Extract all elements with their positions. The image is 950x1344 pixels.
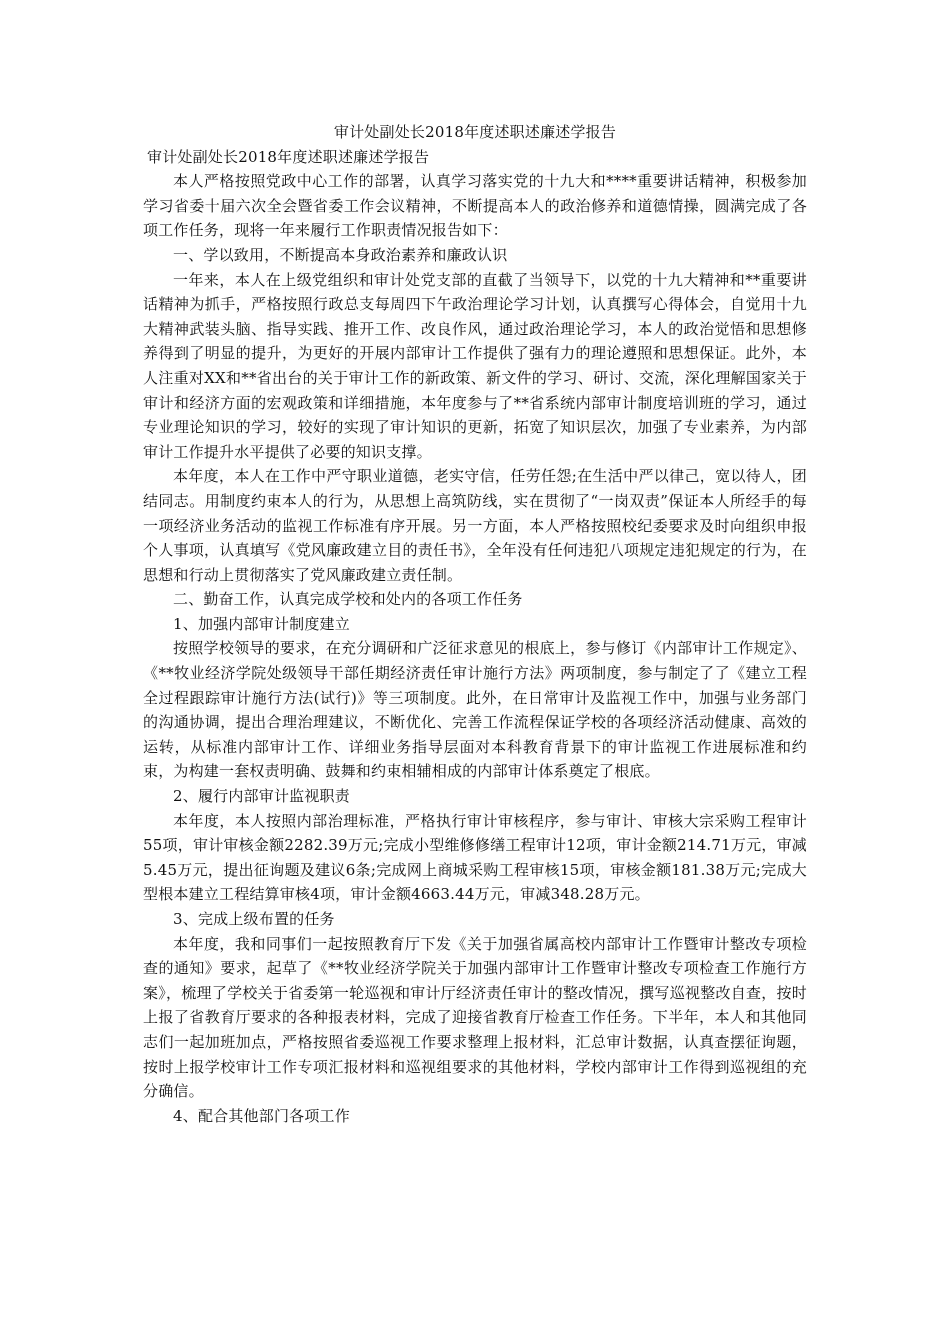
document-body xyxy=(143,120,807,1128)
subsection-heading-3: 3、完成上级布置的任务 xyxy=(173,910,335,928)
section-heading-1: 一、学以致用，不断提高本身政治素养和廉政认识 xyxy=(173,245,508,264)
document-title: 审计处副处长2018年度述职述廉述学报告 xyxy=(333,123,617,141)
paragraph-superior-tasks: 本年度，我和同事们一起按照教育厅下发《关于加强省属高校内部审计工作暨审计整改专项检查的通知》要求，起草了《**牧业经济学院关于加强内部审计工作暨审计整改专项检查工作施行方案》，梳理了学校关于省委第一轮巡视和审计厅经济责任审计的整改情况，撰写巡视整改自查，按时上报了省教育厅要求的各种报表材料，完成了迎接省教育厅检查工作任务。下半年，本人和其他同志们一起加班加点，严格按照省委巡视工作要求整理上报材料，汇总审计数据，认真查摆征询题，按时上报学校审计工作专项汇报材料和巡视组要求的其他材料，学校内部审计工作得到巡视组的充分确信。 xyxy=(143,934,807,1101)
subsection-heading-1: 1、加强内部审计制度建立 xyxy=(173,614,350,633)
subsection-heading-4: 4、配合其他部门各项工作 xyxy=(173,1106,350,1125)
paragraph-audit-figures: 本年度，本人按照内部治理标准，严格执行审计审核程序，参与审计、审核大宗采购工程审计55项，审计审核金额2282.39万元;完成小型维修修缮工程审计12项，审计金额214.71万元，审减5.45万元，提出征询题及建议6条;完成网上商城采购工程审核15项，审核金额181.38万元;完成大型根本建立工程结算审核4项，审计金额4663.44万元，审减348.28万元。 xyxy=(143,811,807,904)
paragraph-system-building: 按照学校领导的要求，在充分调研和广泛征求意见的根底上，参与修订《内部审计工作规定》、《**牧业经济学院处级领导干部任期经济责任审计施行方法》两项制度，参与制定了了《建立工程全过程跟踪审计施行方法(试行)》等三项制度。此外，在日常审计及监视工作中，加强与业务部门的沟通协调，提出合理治理建议，不断优化、完善工作流程保证学校的各项经济活动健康、高效的运转，从标准内部审计工作、详细业务指导层面对本科教育背景下的审计监视工作进展标准和约束，为构建一套权责明确、鼓舞和约束相辅相成的内部审计体系奠定了根底。 xyxy=(143,639,807,781)
section-heading-2: 二、勤奋工作，认真完成学校和处内的各项工作任务 xyxy=(173,590,523,609)
document-subtitle: 审计处副处长2018年度述职述廉述学报告 xyxy=(147,147,430,166)
paragraph-study: 一年来，本人在上级党组织和审计处党支部的直截了当领导下，以党的十九大精神和**重要讲话精神为抓手，严格按照行政总支每周四下午政治理论学习计划，认真撰写心得体会，自觉用十九大精神武装头脑、指导实践、推开工作、改良作风，通过政治理论学习，本人的政治觉悟和思想修养得到了明显的提升，为更好的开展内部审计工作提供了强有力的理论遵照和思想保证。此外，本人注重对XX和**省出台的关于审计工作的新政策、新文件的学习、研讨、交流，深化理解国家关于审计和经济方面的宏观政策和详细措施，本年度参与了**省系统内部审计制度培训班的学习，通过专业理论知识的学习，较好的实现了审计知识的更新，拓宽了知识层次，加强了专业素养，为内部审计工作提升水平提供了必要的知识支撑。 xyxy=(143,270,807,461)
paragraph-integrity: 本年度，本人在工作中严守职业道德，老实守信，任劳任怨;在生活中严以律己，宽以待人，团结同志。用制度约束本人的行为，从思想上高筑防线，实在贯彻了“一岗双责”保证本人所经手的每一项经济业务活动的监视工作标准有序开展。另一方面，本人严格按照校纪委要求及时向组织申报个人事项，认真填写《党风廉政建立目的责任书》，全年没有任何违犯八项规定违犯规定的行为，在思想和行动上贯彻落实了党风廉政建立责任制。 xyxy=(143,467,807,584)
subsection-heading-2: 2、履行内部审计监视职责 xyxy=(173,787,350,806)
paragraph-intro: 本人严格按照党政中心工作的部署，认真学习落实党的十九大和****重要讲话精神，积极参加学习省委十届六次全会暨省委工作会议精神，不断提高本人的政治修养和道德情操，圆满完成了各项工作任务，现将一年来履行工作职责情况报告如下： xyxy=(143,172,807,240)
